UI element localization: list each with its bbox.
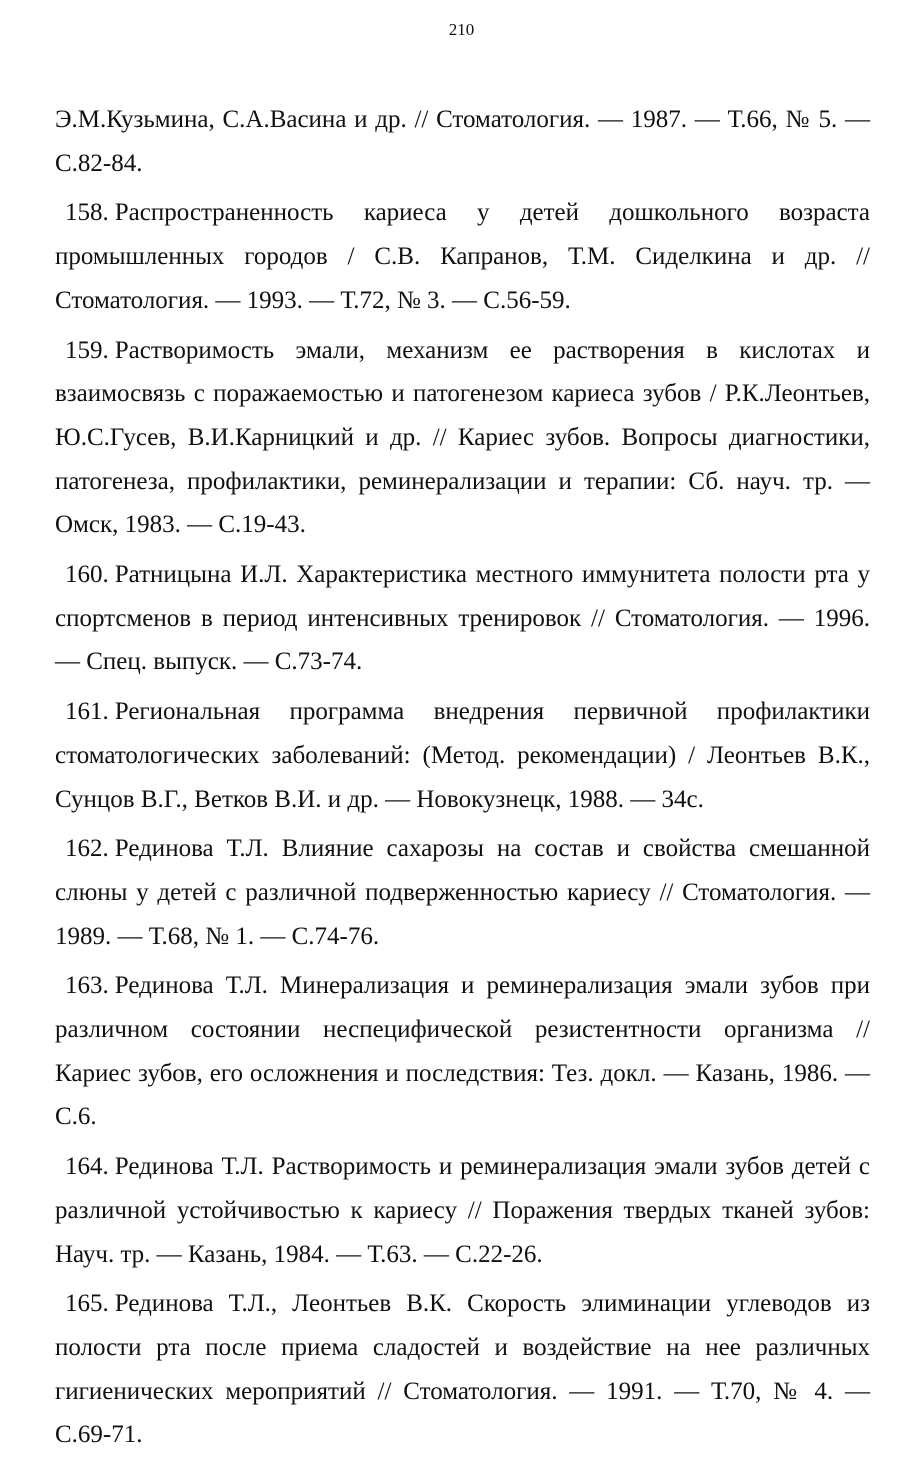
reference-entry-158 [55,191,870,322]
reference-text: Распространенность кариеса у детей дошкольного возраста промышленных городов / С.В. Капранов, Т.М. Сиделкина и др. // Стоматология. — 1993. — Т.72, № 3. — С.56-59. [55,199,870,314]
reference-entry-165 [55,1282,870,1457]
reference-text: Рединова Т.Л. Растворимость и реминерализация эмали зубов детей с различной устойчивостью к кариесу // Поражения твердых тканей зубов: Науч. тр. — Казань, 1984. — Т.63. — С.22-26. [55,1153,870,1268]
reference-text: Рединова Т.Л. Влияние сахарозы на состав и свойства смешанной слюны у детей с различной подверженностью кариесу // Стоматология. — 1989. — Т.68, № 1. — С.74-76. [55,835,870,950]
reference-text: Э.М.Кузьмина, С.А.Васина и др. // Стоматология. — 1987. — Т.66, № 5. — С.82-84. [55,106,870,177]
reference-number: 163. [65,972,109,1000]
reference-list [55,98,870,1463]
reference-text: Региональная программа внедрения первичной профилактики стоматологических заболеваний: (Метод. рекомендации) / Леонтьев В.К., Сунцов В.Г., Ветков В.И. и др. — Новокузнецк, 1988. — 34с. [55,698,870,813]
reference-entry-163 [55,964,870,1139]
reference-text: Ратницына И.Л. Характеристика местного иммунитета полости рта у спортсменов в период интенсивных тренировок // Стоматология. — 1996. — Спец. выпуск. — С.73-74. [55,561,870,676]
reference-entry-160 [55,553,870,684]
reference-text: Рединова Т.Л., Леонтьев В.К. Скорость элиминации углеводов из полости рта после приема сладостей и воздействие на нее различных гигиенических мероприятий // Стоматология. — 1991. — Т.70, № 4. — С.69-71. [55,1290,870,1449]
reference-number: 164. [65,1153,109,1181]
reference-entry-164 [55,1145,870,1276]
reference-continuation [55,98,870,185]
reference-number: 165. [65,1290,109,1318]
reference-number: 160. [65,561,109,589]
reference-number: 158. [65,199,109,227]
reference-text: Рединова Т.Л. Минерализация и реминерализация эмали зубов при различном состоянии неспецифической резистентности организма // Кариес зубов, его осложнения и последствия: Тез. докл. — Казань, 1986. — С.6. [55,972,870,1131]
reference-number: 159. [65,336,109,364]
reference-entry-159 [55,329,870,548]
reference-entry-161 [55,690,870,821]
reference-entry-162 [55,827,870,958]
reference-number: 161. [65,698,109,726]
page-number: 210 [448,20,475,39]
reference-number: 162. [65,835,109,863]
reference-text: Растворимость эмали, механизм ее растворения в кислотах и взаимосвязь с поражаемостью и патогенезом кариеса зубов / Р.К.Леонтьев, Ю.С.Гусев, В.И.Карницкий и др. // Кариес зубов. Вопросы диагностики, патогенеза, профилактики, реминерализации и терапии: Сб. науч. тр. — Омск, 1983. — С.19-43. [55,336,870,539]
